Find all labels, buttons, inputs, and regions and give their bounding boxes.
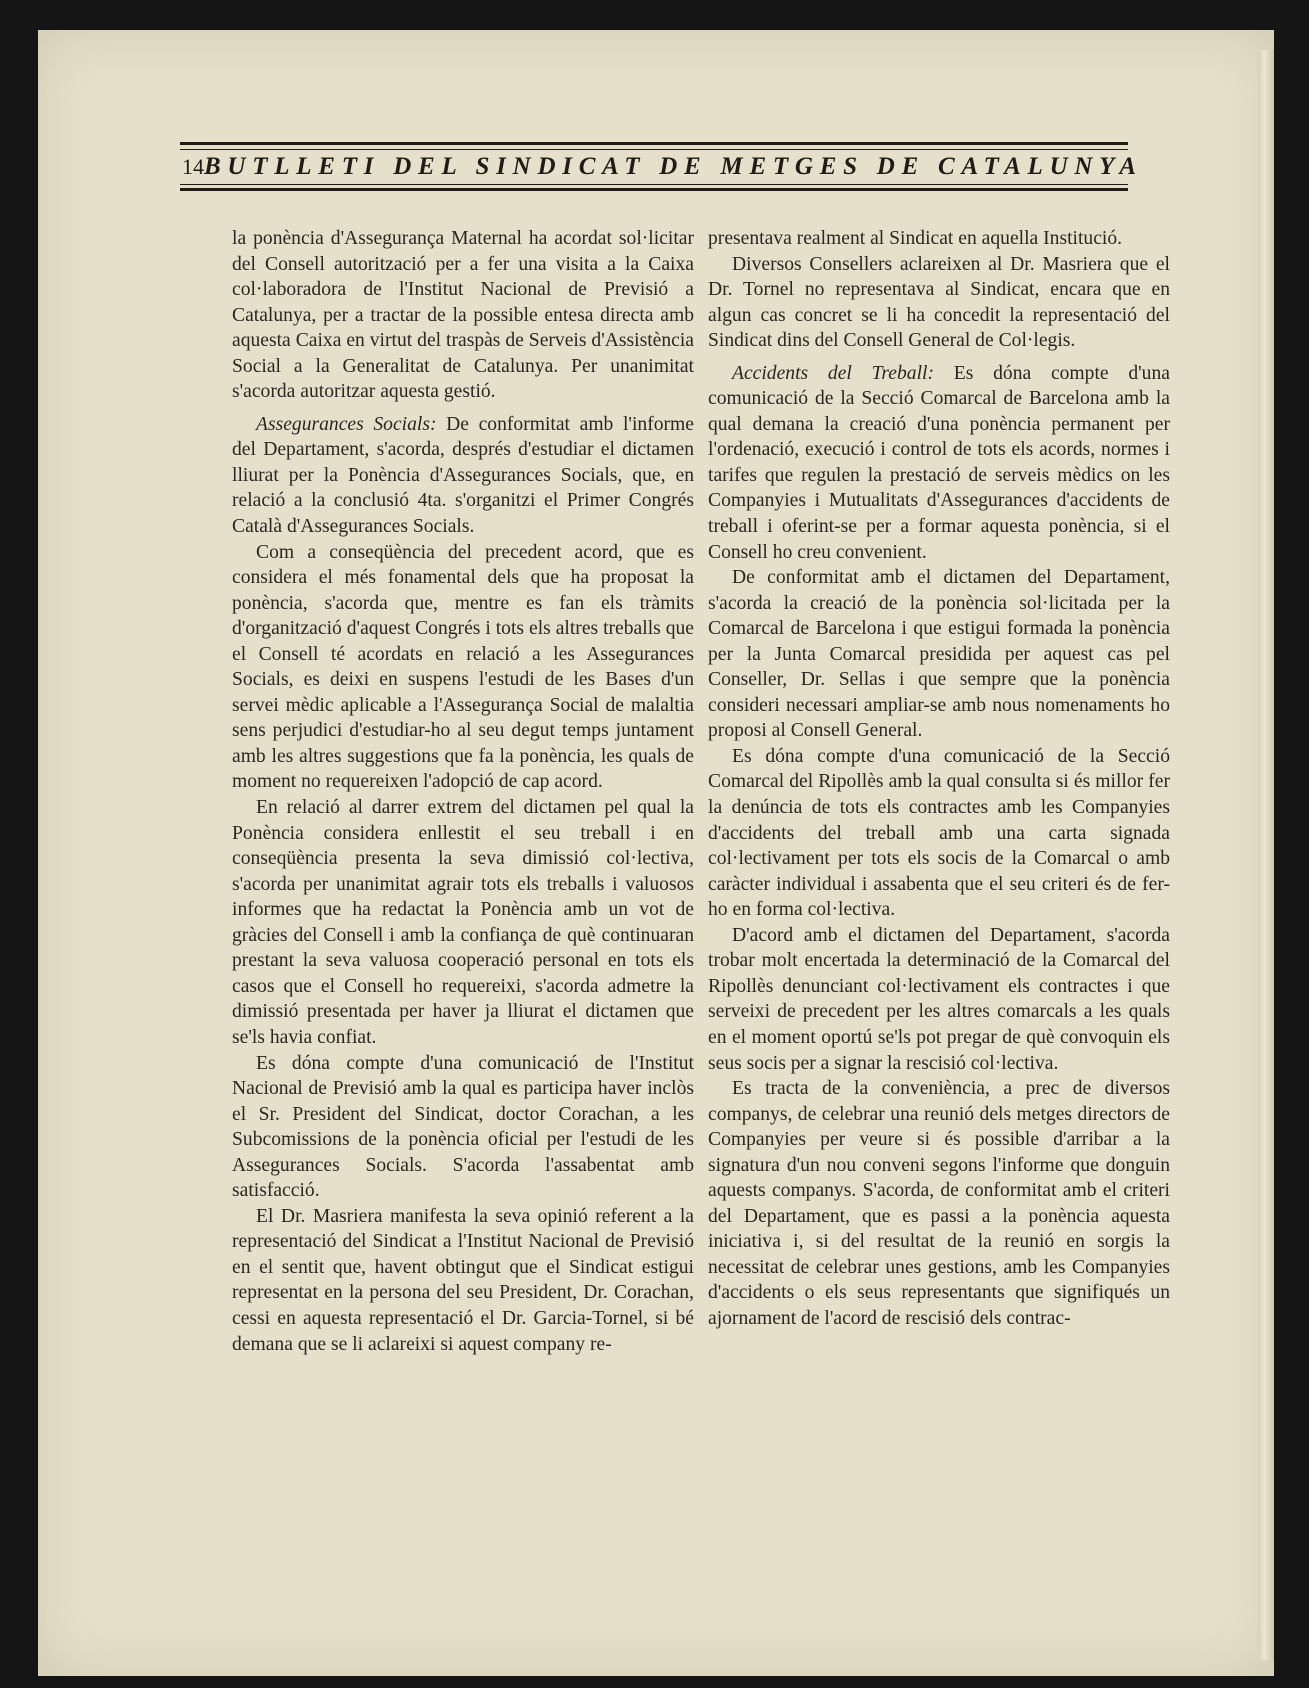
paragraph-text: Diversos Consellers aclareixen al Dr. Masriera que el Dr. Tornel no representava al Sindicat, encara que en algun cas concret se li ha concedit la representació del Sindicat dins del Consell General de Col·legis.	[708, 253, 1170, 352]
header-rule	[180, 184, 1128, 185]
paragraph	[232, 1051, 694, 1204]
paragraph	[232, 412, 694, 540]
paragraph-text: Es dóna compte d'una comunicació de la Secció Comarcal de Barcelona amb la qual demana la creació d'una ponència permanent per l'ordenació, execució i control de tots els acords, normes i tarifes que regulen la prestació de serveis mèdics on les Companyies i Mutualitats d'Assegurances d'accidents de treball i oferint-se per a formar aquesta ponència, si el Consell ho creu convenient.	[708, 362, 1170, 563]
paragraph-text: la ponència d'Assegurança Maternal ha acordat sol·licitar del Consell autorització per a fer una visita a la Caixa col·laboradora de l'Institut Nacional de Previsió a Catalunya, per a tractar de la possible entesa directa amb aquesta Caixa en virtut del traspàs de Serveis d'Assistència Social a la Generalitat de Catalunya. Per unanimitat s'acorda autoritzar aquesta gestió.	[232, 228, 694, 403]
paragraph-text: Com a conseqüència del precedent acord, que es considera el més fonamental dels que ha proposat la ponència, s'acorda que, mentre es fan els tràmits d'organització d'aquest Congrés i tots els altres treballs que el Consell té acordats en relació a les Assegurances Socials, es deixi en suspens l'estudi de les Bases d'un servei mèdic aplicable a l'Assegurança Social de malaltia sens perjudici d'estudiar-ho al seu degut temps juntament amb les altres suggestions que fa la ponència, les quals de moment no requereixen l'adopció de cap acord.	[232, 541, 694, 793]
paragraph	[232, 1204, 694, 1357]
paragraph	[708, 565, 1170, 744]
paragraph	[232, 540, 694, 795]
paragraph	[708, 252, 1170, 354]
page-edge	[1258, 50, 1274, 1660]
left-column	[232, 226, 694, 1357]
paragraph-text: De conformitat amb l'informe del Departament, s'acorda, després d'estudiar el dictamen lliurat per la Ponència d'Assegurances Socials, que, en relació a la conclusió 4ta. s'organitzi el Primer Congrés Català d'Assegurances Socials.	[232, 413, 694, 538]
run-in-heading: Assegurances Socials:	[256, 413, 437, 435]
paragraph-text: Es dóna compte d'una comunicació de l'Institut Nacional de Previsió amb la qual es participa haver inclòs el Sr. President del Sindicat, doctor Corachan, a les Subcomissions de la ponència oficial per l'estudi de les Assegurances Socials. S'acorda l'assabentat amb satisfacció.	[232, 1052, 694, 1202]
paragraph-text: Es tracta de la conveniència, a prec de diversos companys, de celebrar una reunió dels metges directors de Companyies per veure si és possible d'arribar a la signatura d'un nou conveni segons l'informe que donguin aquests companys. S'acorda, de conformitat amb el criteri del Departament, que es passi a la ponència aquesta iniciativa i, si del resultat de la reunió en sorgis la necessitat de celebrar unes gestions, amb les Companyies d'accidents o els seus representants que signifiqués un ajornament de l'acord de rescisió dels contrac-	[708, 1078, 1170, 1329]
paragraph-text: D'acord amb el dictamen del Departament, s'acorda trobar molt encertada la determinació de la Comarcal del Ripollès denunciant col·lectivament els contractes i que serveixi de precedent per les altres comarcals a les quals en el moment oportú se'ls pot pregar de què convoquin els seus socis per a signar la rescisió col·lectiva.	[708, 924, 1170, 1074]
running-title: BUTLLETI DEL SINDICAT DE METGES DE CATALUNYA	[204, 153, 1143, 180]
paragraph	[232, 226, 694, 405]
paragraph	[708, 1076, 1170, 1331]
header-rule	[180, 149, 1128, 150]
right-column	[708, 226, 1170, 1357]
page-header	[180, 108, 1143, 200]
header-line	[180, 151, 1143, 183]
paragraph-text: El Dr. Masriera manifesta la seva opinió referent a la representació del Sindicat a l'Institut Nacional de Previsió en el sentit que, havent obtingut que el Sindicat estigui representat en la persona del seu President, Dr. Corachan, cessi en aquesta representació el Dr. Garcia-Tornel, si bé demana que se li aclareixi si aquest company re-	[232, 1205, 694, 1355]
header-rule	[180, 188, 1128, 191]
run-in-heading: Accidents del Treball:	[732, 362, 935, 384]
body-columns	[232, 226, 1170, 1357]
paragraph-text: En relació al darrer extrem del dictamen pel qual la Ponència considera enllestit el seu treball i en conseqüència presenta la seva dimissió col·lectiva, s'acorda per unanimitat agrair tots els treballs i valuosos informes que ha redactat la Ponència amb un vot de gràcies del Consell i amb la confiança de què continuaran prestant la seva valuosa cooperació personal en tots els casos que el Consell ho requereixi, s'acorda admetre la dimissió presentada per haver ja lliurat el dictamen que se'ls havia confiat.	[232, 797, 694, 1048]
paragraph-text: De conformitat amb el dictamen del Departament, s'acorda la creació de la ponència sol·licitada per la Comarcal de Barcelona i que estigui formada la ponència per la Junta Comarcal presidida per aquest cas pel Conseller, Dr. Sellas i que sempre que la ponència consideri necessari ampliar-se amb nous nomenaments ho proposi al Consell General.	[708, 567, 1170, 742]
paragraph	[708, 226, 1170, 252]
paragraph-text: presentava realment al Sindicat en aquella Institució.	[708, 228, 1123, 249]
paragraph-text: Es dóna compte d'una comunicació de la Secció Comarcal del Ripollès amb la qual consulta si és millor fer la denúncia de tots els contractes amb les Companyies d'accidents del treball amb una carta signada col·lectivament per tots els socis de la Comarcal o amb caràcter individual i assabenta que el seu criteri és de fer-ho en forma col·lectiva.	[708, 745, 1170, 921]
page-number: 14	[182, 154, 204, 179]
paragraph	[708, 744, 1170, 923]
header-rule	[180, 142, 1128, 145]
paragraph	[232, 795, 694, 1050]
paragraph	[708, 361, 1170, 565]
paragraph	[708, 923, 1170, 1076]
